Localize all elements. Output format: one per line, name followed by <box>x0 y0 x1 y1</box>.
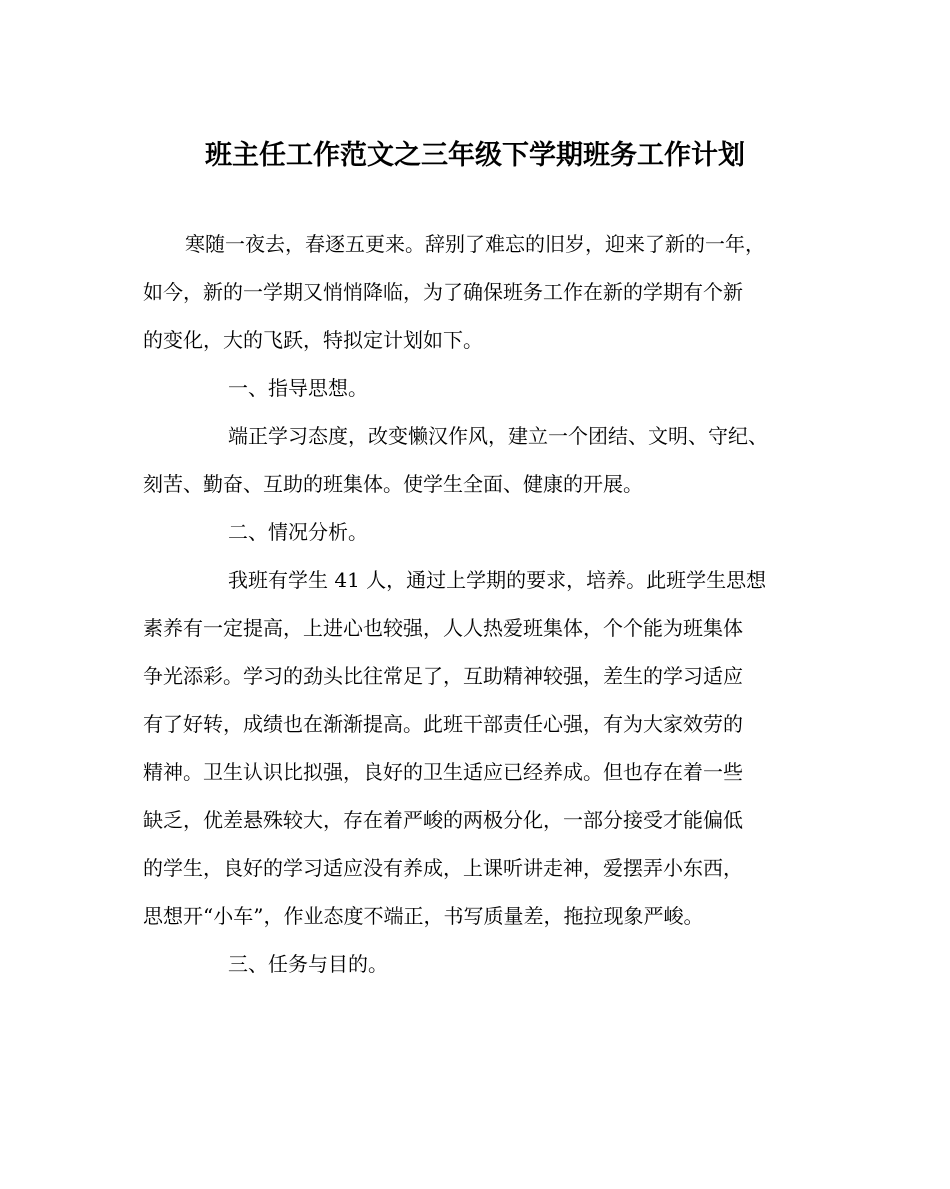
paragraph-line: 我班有学生 41 人，通过上学期的要求，培养。此班学生思想 <box>228 568 767 592</box>
document-body <box>143 220 808 988</box>
paragraph-line: 素养有一定提高，上进心也较强，人人热爱班集体，个个能为班集体 <box>143 616 743 640</box>
paragraph-line: 如今，新的一学期又悄悄降临，为了确保班务工作在新的学期有个新 <box>143 280 743 304</box>
section-heading: 三、任务与目的。 <box>228 952 388 976</box>
paragraph-line: 刻苦、勤奋、互助的班集体。使学生全面、健康的开展。 <box>143 472 643 496</box>
paragraph-line: 有了好转，成绩也在渐渐提高。此班干部责任心强，有为大家效劳的 <box>143 712 743 736</box>
section-heading: 一、指导思想。 <box>228 376 368 400</box>
paragraph-line: 思想开“小车”，作业态度不端正，书写质量差，拖拉现象严峻。 <box>143 904 704 928</box>
paragraph-line: 的变化，大的飞跃，特拟定计划如下。 <box>143 328 483 352</box>
paragraph-line: 寒随一夜去，春逐五更来。辞别了难忘的旧岁，迎来了新的一年， <box>185 232 765 256</box>
paragraph-line: 精神。卫生认识比拟强，良好的卫生适应已经养成。但也存在着一些 <box>143 760 743 784</box>
section-heading: 二、情况分析。 <box>228 520 368 544</box>
paragraph-line: 的学生，良好的学习适应没有养成，上课听讲走神，爱摆弄小东西， <box>143 856 743 880</box>
paragraph-line: 争光添彩。学习的劲头比往常足了，互助精神较强，差生的学习适应 <box>143 664 743 688</box>
paragraph-line: 端正学习态度，改变懒汉作风，建立一个团结、文明、守纪、 <box>228 424 768 448</box>
document-title: 班主任工作范文之三年级下学期班务工作计划 <box>205 140 745 171</box>
paragraph-line: 缺乏，优差悬殊较大，存在着严峻的两极分化，一部分接受才能偏低 <box>143 808 743 832</box>
